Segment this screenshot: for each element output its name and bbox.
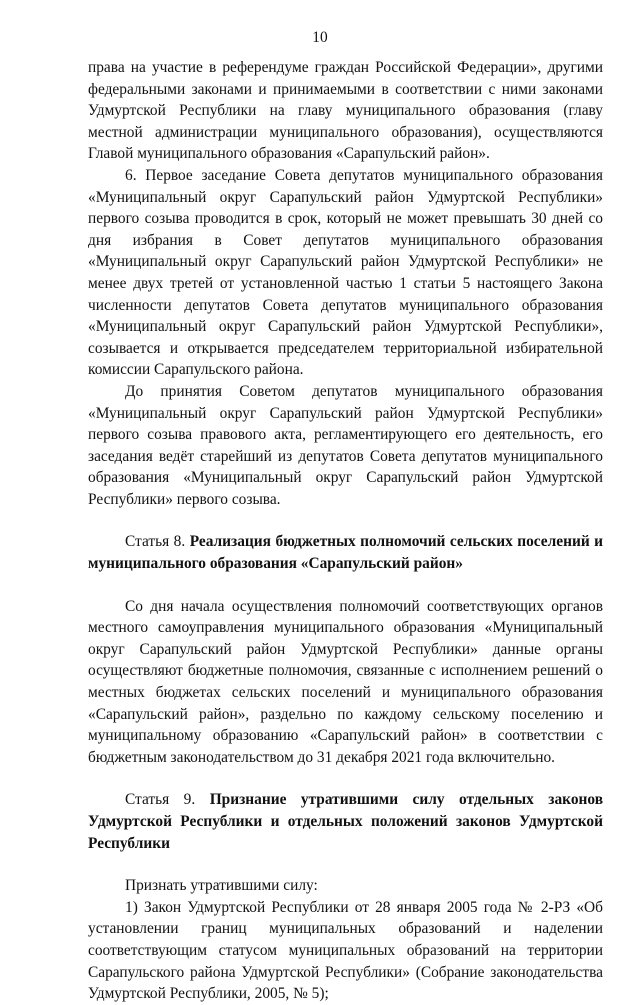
page-number: 10 xyxy=(312,29,328,46)
article-heading xyxy=(88,789,603,854)
article-prefix: Статья 8. xyxy=(125,533,186,551)
paragraph: До принятия Советом депутатов муниципального образования «Муниципальный округ Сарапульский район Удмуртской Республики» первого созыва правового акта, регламентирующего его деятельность, его заседания ведёт старейший из депутатов Совета депутатов муниципального образования «Муниципальный округ Сарапульский район Удмуртской Республики» первого созыва. xyxy=(88,382,603,508)
paragraph: права на участие в референдуме граждан Российской Федерации», другими федеральными законами и принимаемыми в соответствии с ними законами Удмуртской Республики на главу муниципального образования (главу местной администрации муниципального образования), осуществляются Главой муниципального образования «Сарапульский район». xyxy=(88,59,603,163)
paragraph: 6. Первое заседание Совета депутатов муниципального образования «Муниципальный округ Сарапульский район Удмуртской Республики» первого созыва проводится в срок, который не может превышать 30 дней со дня избрания в Совет депутатов муниципального образования «Муниципальный округ Сарапульский район Удмуртской Республики» не менее двух третей от установленной частью 1 статьи 5 настоящего Закона численности депутатов Совета депутатов муниципального образования «Муниципальный округ Сарапульский район Удмуртской Республики», созывается и открывается председателем территориальной избирательной комиссии Сарапульского района. xyxy=(88,166,603,379)
article-prefix: Статья 9. xyxy=(125,791,196,809)
document-body xyxy=(88,57,603,1005)
article-heading xyxy=(88,531,603,574)
list-item: 1) Закон Удмуртской Республики от 28 января 2005 года № 2-РЗ «Об установлении границ муниципальных образований и наделении соответствующим статусом муниципальных образований на территории Сарапульского района Удмуртской Республики» (Собрание законодательства Удмуртской Республики, 2005, № 5); xyxy=(88,898,603,1003)
paragraph: Со дня начала осуществления полномочий соответствующих органов местного самоуправления муниципального образования «Муниципальный округ Сарапульский район Удмуртской Республики» данные органы осуществляют бюджетные полномочия, связанные с исполнением решений о местных бюджетах сельских поселений и муниципального образования «Сарапульский район», раздельно по каждому сельскому поселению и муниципальному образованию «Сарапульский район» в соответствии с бюджетным законодательством до 31 декабря 2021 года включительно. xyxy=(88,597,603,766)
paragraph: Признать утратившими силу: xyxy=(125,877,318,895)
article-title: Признание утратившими силу отдельных законов Удмуртской Республики и отдельных положений законов Удмуртской Республики xyxy=(88,791,604,852)
article-title: Реализация бюджетных полномочий сельских поселений и муниципального образования «Сарапульский район» xyxy=(88,533,604,573)
